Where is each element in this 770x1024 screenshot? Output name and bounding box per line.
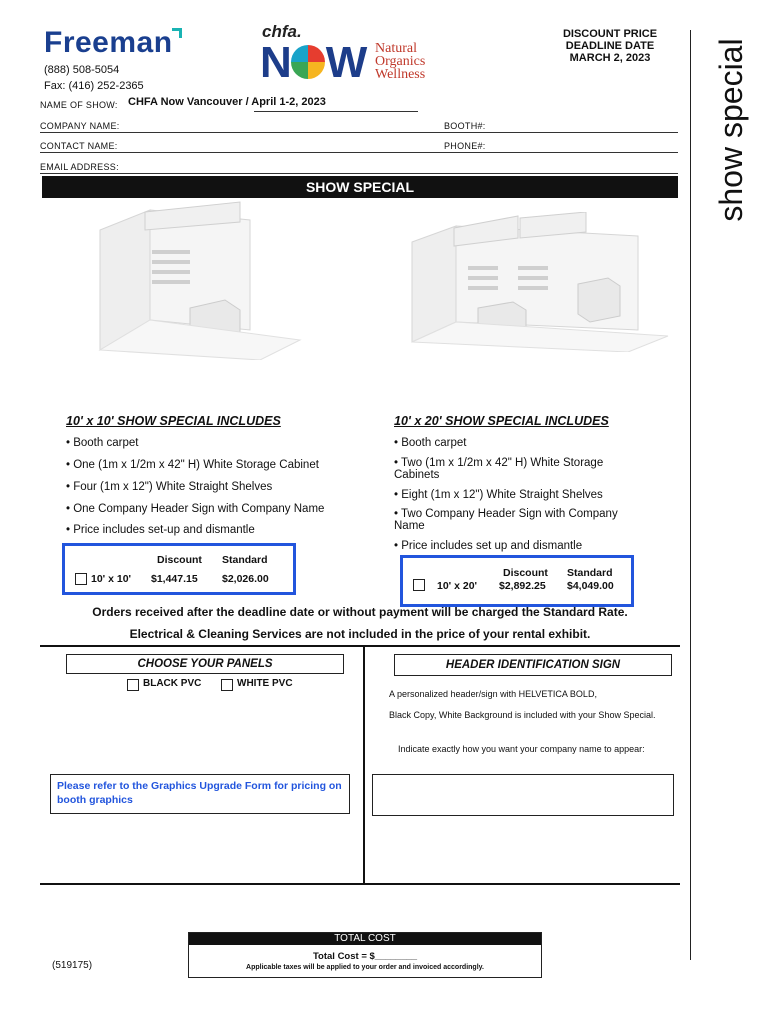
- deadline-notice: DISCOUNT PRICE DEADLINE DATE MARCH 2, 2023: [562, 28, 658, 64]
- discount-header: Discount: [503, 567, 548, 579]
- standard-header: Standard: [222, 554, 268, 566]
- company-name-label: COMPANY NAME:: [40, 121, 120, 131]
- section-divider: [40, 645, 680, 647]
- contact-line[interactable]: [40, 152, 678, 153]
- size-10x20: 10' x 20': [437, 580, 478, 592]
- discount-price-10x20: $2,892.25: [499, 580, 546, 592]
- phone-number: (888) 508-5054: [44, 64, 120, 76]
- contact-name-label: CONTACT NAME:: [40, 141, 118, 151]
- header-sign-description-1: A personalized header/sign with HELVETICA BOLD,: [389, 689, 597, 699]
- discount-header: Discount: [157, 554, 202, 566]
- list-item: • Price includes set-up and dismantle: [66, 524, 255, 536]
- chfa-logo-text: chfa.: [262, 22, 302, 41]
- company-line[interactable]: [40, 132, 678, 133]
- column-divider: [363, 645, 365, 885]
- header-sign-instruction: Indicate exactly how you want your company name to appear:: [398, 744, 645, 754]
- price-box-10x10: [62, 543, 296, 595]
- event-tagline: Natural Organics Wellness: [375, 41, 426, 82]
- black-pvc-label: BLACK PVC: [143, 678, 202, 689]
- booth-number-label: BOOTH#:: [444, 121, 486, 131]
- price-box-10x20: [400, 555, 634, 607]
- size-10x10: 10' x 10': [91, 573, 132, 585]
- show-name-value: CHFA Now Vancouver / April 1-2, 2023: [128, 96, 326, 108]
- vertical-title: show special: [713, 38, 749, 222]
- standard-price-10x20: $4,049.00: [567, 580, 614, 592]
- standard-header: Standard: [567, 567, 613, 579]
- show-name-line: [254, 111, 418, 112]
- header-sign-description-2: Black Copy, White Background is included with your Show Special.: [389, 710, 656, 720]
- list-item: • Two Company Header Sign with Company Name: [394, 508, 618, 532]
- taxes-note: Applicable taxes will be applied to your order and invoiced accordingly.: [246, 964, 484, 971]
- bottom-divider: [40, 883, 680, 885]
- graphics-upgrade-note: Please refer to the Graphics Upgrade Form for pricing on booth graphics: [50, 774, 350, 814]
- select-10x10-checkbox[interactable]: [75, 573, 87, 585]
- right-divider: [690, 30, 691, 960]
- list-item: • Eight (1m x 12") White Straight Shelves: [394, 489, 603, 501]
- header-sign-title: HEADER IDENTIFICATION SIGN: [394, 654, 672, 676]
- discount-price-10x10: $1,447.15: [151, 573, 198, 585]
- package-10x20-title: 10' x 20' SHOW SPECIAL INCLUDES: [394, 414, 609, 428]
- list-item: • Price includes set up and dismantle: [394, 540, 583, 552]
- list-item: • Two (1m x 1/2m x 42" H) White Storage Cabinets: [394, 457, 604, 481]
- services-notice-text: Electrical & Cleaning Services are not included in the price of your rental exhibit.: [129, 627, 591, 641]
- choose-panels-title: CHOOSE YOUR PANELS: [66, 654, 344, 674]
- now-logo: N W: [260, 38, 366, 87]
- show-special-banner: SHOW SPECIAL: [42, 176, 678, 198]
- deadline-notice-text: Orders received after the deadline date or without payment will be charged the Standard Rate.: [92, 605, 628, 619]
- black-pvc-checkbox[interactable]: [127, 679, 139, 691]
- email-label: EMAIL ADDRESS:: [40, 162, 119, 172]
- email-line[interactable]: [40, 173, 678, 174]
- list-item: • One (1m x 1/2m x 42" H) White Storage Cabinet: [66, 459, 319, 471]
- package-10x10-title: 10' x 10' SHOW SPECIAL INCLUDES: [66, 414, 281, 428]
- select-10x20-checkbox[interactable]: [413, 579, 425, 591]
- freeman-logo: Freeman: [44, 26, 173, 60]
- phone-label: PHONE#:: [444, 141, 486, 151]
- list-item: • Booth carpet: [66, 437, 139, 449]
- company-name-sign-input[interactable]: [372, 774, 674, 816]
- list-item: • One Company Header Sign with Company Name: [66, 503, 325, 515]
- total-cost-field[interactable]: Total Cost = $________: [312, 951, 418, 962]
- total-cost-header: TOTAL COST: [189, 933, 541, 945]
- form-number: (519175): [52, 960, 93, 971]
- white-pvc-checkbox[interactable]: [221, 679, 233, 691]
- fax-number: Fax: (416) 252-2365: [44, 80, 144, 92]
- show-name-label: NAME OF SHOW:: [40, 100, 118, 110]
- logo-mark-icon: [172, 28, 182, 38]
- now-logo-o-icon: [291, 45, 325, 79]
- list-item: • Booth carpet: [394, 437, 467, 449]
- booth-10x10-image: [90, 200, 310, 360]
- white-pvc-label: WHITE PVC: [237, 678, 293, 689]
- standard-price-10x10: $2,026.00: [222, 573, 269, 585]
- list-item: • Four (1m x 12") White Straight Shelves: [66, 481, 273, 493]
- total-cost-box: [188, 932, 542, 978]
- booth-10x20-image: [408, 212, 678, 352]
